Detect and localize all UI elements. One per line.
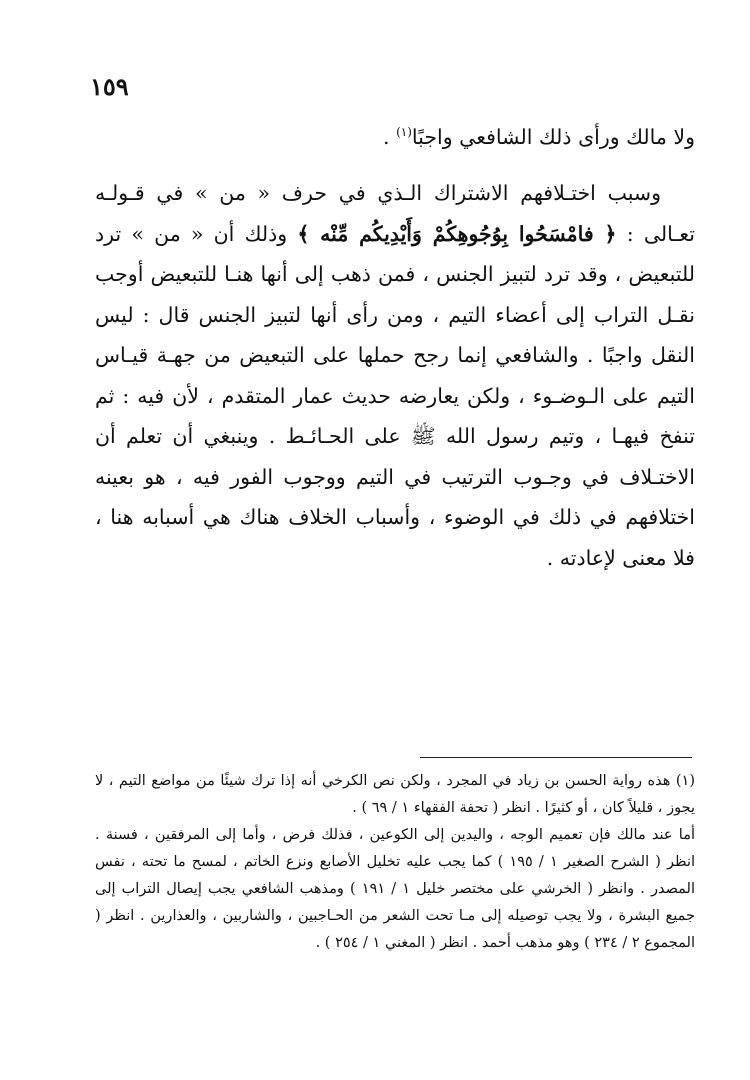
footnote-reference: (١) [396,125,412,139]
footnote-divider [420,757,692,758]
paragraph-1 [95,112,695,157]
paragraph-1-text: ولا مالك ورأى ذلك الشافعي واجبًا [411,124,695,149]
paragraph-2 [95,173,695,578]
footnote-1-part-2: أما عند مالك فإن تعميم الوجه ، واليدين إلى الكوعين ، فذلك فرض ، وأما إلى المرفقين ، فسنة . انظر ( الشرح الصغير ١ / ١٩٥ ) كما يجب عليه تخليل الأصابع ونزع الخاتم ، لمسح ما تحته ، نفس المصدر . وانظر ( الخرشي على مختصر خليل ١ / ١٩١ ) ومذهب الشافعي يجب إيصال التراب إلى جميع البشرة ، ولا يجب توصيله إلى مـا تحت الشعر من الحـاجبين ، والشاربين ، والعذارين . انظر ( المجموع ٢ / ٢٣٤ ) وهو مذهب أحمد . انظر ( المغني ١ / ٢٥٤ ) . [95,827,696,951]
footnotes [95,768,695,957]
paragraph-2-body: وذلك أن « من » ترد للتبعيض ، وقد ترد لتبيز الجنس ، فمن ذهب إلى أنها هنـا للتبعيض أوجب نقـل التراب إلى أعضاء التيم ، ومن رأى أنها لتبيز الجنس قال : ليس النقل واجبًا . والشافعي إنما رجح حملها على التبعيض من جهـة قيـاس التيم على الـوضـوء ، ولكن يعارضه حديث عمار المتقدم ، لأن فيه : ثم تنفخ فيهـا ، وتيم رسول الله ﷺ على الحـائـط . وينبغي أن تعلم أن الاختـلاف في وجـوب الترتيب في التيم ووجوب الفور فيه ، هو بعينه اختلافهم في ذلك في الوضوء ، وأسباب الخلاف هناك هي أسبابه هنا ، فلا معنى لإعادته . [95,221,695,570]
footnote-1-part-1: (١) هذه رواية الحسن بن زياد في المجرد ، ولكن نص الكرخي أنه إذا ترك شيئًا من مواضع التيم ، لا يجوز ، قليلاً كان ، أو كثيرًا . انظر ( تحفة الفقهاء ١ / ٦٩ ) . [95,773,695,816]
paragraph-2-intro: وسبب اختـلافهم الاشتراك الـذي في حرف « من » في قـولـه تعـالى : [95,181,696,246]
main-text [95,112,695,578]
page-number: ١٥٩ [90,72,129,101]
quran-verse: ﴿ فامْسَحُوا بِوُجُوهِكُمْ وَأَيْدِيكُم مِّنْه ﴾ [297,221,617,246]
paragraph-1-end: . [383,124,397,149]
